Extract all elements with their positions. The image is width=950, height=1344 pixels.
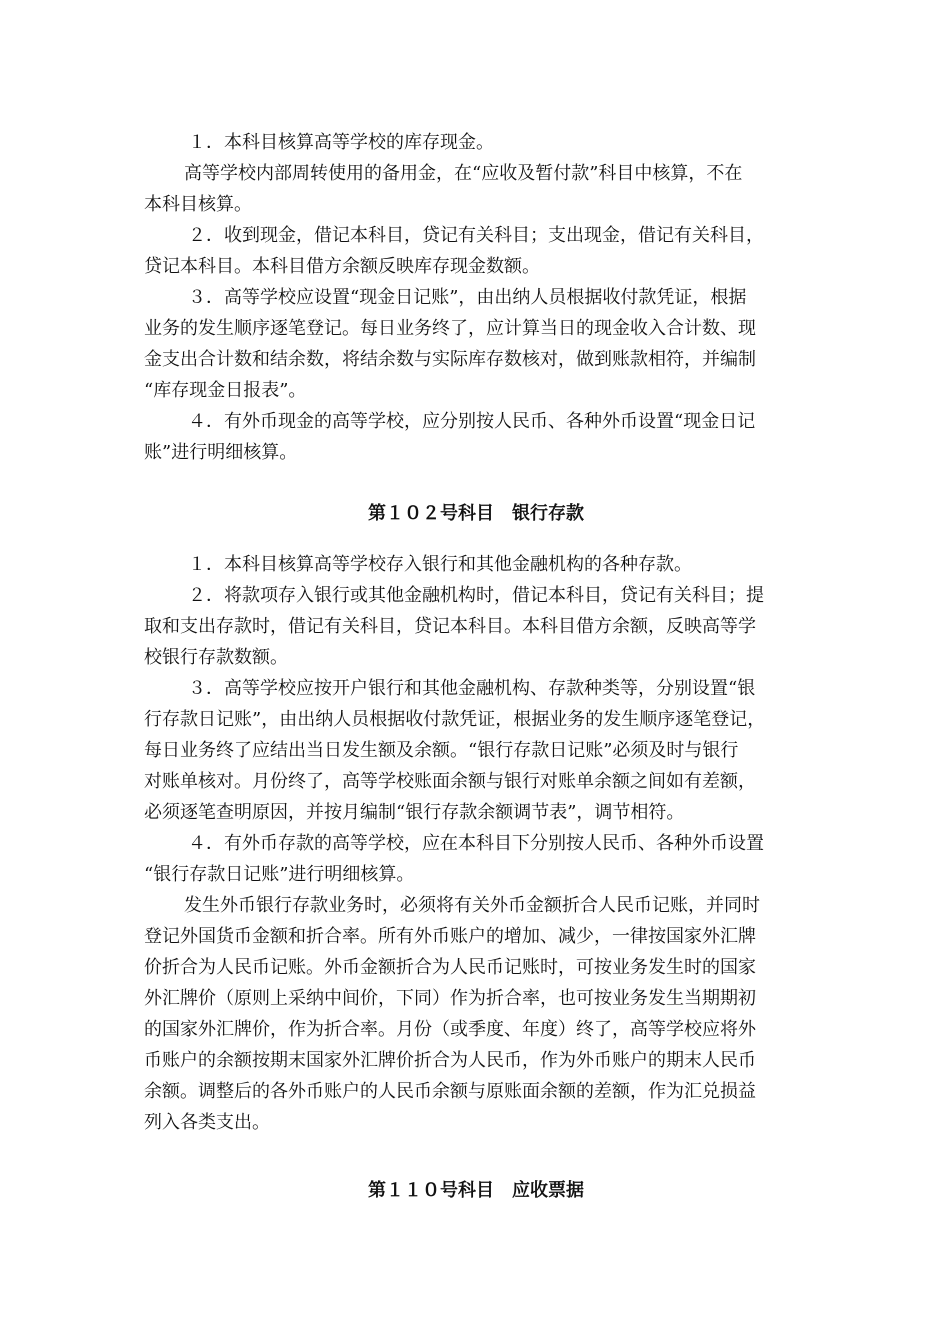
paragraph-line: ２．将款项存入银行或其他金融机构时，借记本科目，贷记有关科目；提 (188, 585, 764, 606)
paragraph-line: ３．高等学校应按开户银行和其他金融机构、存款种类等，分别设置“银 (188, 678, 756, 699)
paragraph-line: 价折合为人民币记账。外币金额折合为人民币记账时，可按业务发生时的国家 (144, 957, 756, 978)
paragraph-line: “银行存款日记账”进行明细核算。 (144, 864, 415, 885)
paragraph-line: 列入各类支出。 (144, 1112, 270, 1133)
paragraph-line: １．本科目核算高等学校的库存现金。 (188, 132, 494, 153)
paragraph-line: ３．高等学校应设置“现金日记账”，由出纳人员根据收付款凭证，根据 (188, 287, 747, 308)
paragraph-line: “库存现金日报表”。 (144, 380, 307, 401)
section-heading-102: 第１０２号科目 银行存款 (368, 503, 584, 524)
paragraph-line: １．本科目核算高等学校存入银行和其他金融机构的各种存款。 (188, 554, 692, 575)
section-bank-deposit-body (144, 549, 808, 1138)
paragraph-line: 金支出合计数和结余数，将结余数与实际库存数核对，做到账款相符，并编制 (144, 349, 756, 370)
paragraph-line: 的国家外汇牌价，作为折合率。月份（或季度、年度）终了，高等学校应将外 (144, 1019, 756, 1040)
paragraph-line: 账”进行明细核算。 (144, 442, 298, 463)
paragraph-line: 高等学校内部周转使用的备用金，在“应收及暂付款”科目中核算，不在 (184, 163, 743, 184)
paragraph-line: 本科目核算。 (144, 194, 252, 215)
paragraph-line: 行存款日记账”，由出纳人员根据收付款凭证，根据业务的发生顺序逐笔登记， (144, 709, 766, 730)
paragraph-line: ４．有外币现金的高等学校，应分别按人民币、各种外币设置“现金日记 (188, 411, 756, 432)
section-heading-110: 第１１０号科目 应收票据 (368, 1180, 584, 1201)
paragraph-line: 币账户的余额按期末国家外汇牌价折合为人民币，作为外币账户的期末人民币 (144, 1050, 756, 1071)
paragraph-line: ４．有外币存款的高等学校，应在本科目下分别按人民币、各种外币设置 (188, 833, 764, 854)
paragraph-line: 外汇牌价（原则上采纳中间价，下同）作为折合率，也可按业务发生当期期初 (144, 988, 756, 1009)
paragraph-line: 余额。调整后的各外币账户的人民币余额与原账面余额的差额，作为汇兑损益 (144, 1081, 756, 1102)
paragraph-line: 取和支出存款时，借记有关科目，贷记本科目。本科目借方余额，反映高等学 (144, 616, 756, 637)
paragraph-line: 必须逐笔查明原因，并按月编制“银行存款余额调节表”，调节相符。 (144, 802, 685, 823)
paragraph-line: 校银行存款数额。 (144, 647, 288, 668)
paragraph-line: 对账单核对。月份终了，高等学校账面余额与银行对账单余额之间如有差额， (144, 771, 756, 792)
paragraph-line: ２．收到现金，借记本科目，贷记有关科目；支出现金，借记有关科目， (188, 225, 764, 246)
paragraph-line: 发生外币银行存款业务时，必须将有关外币金额折合人民币记账，并同时 (184, 895, 760, 916)
paragraph-line: 登记外国货币金额和折合率。所有外币账户的增加、减少，一律按国家外汇牌 (144, 926, 756, 947)
section-cash-body (144, 127, 808, 468)
paragraph-line: 每日业务终了应结出当日发生额及余额。“银行存款日记账”必须及时与银行 (144, 740, 739, 761)
paragraph-line: 业务的发生顺序逐笔登记。每日业务终了，应计算当日的现金收入合计数、现 (144, 318, 756, 339)
paragraph-line: 贷记本科目。本科目借方余额反映库存现金数额。 (144, 256, 540, 277)
